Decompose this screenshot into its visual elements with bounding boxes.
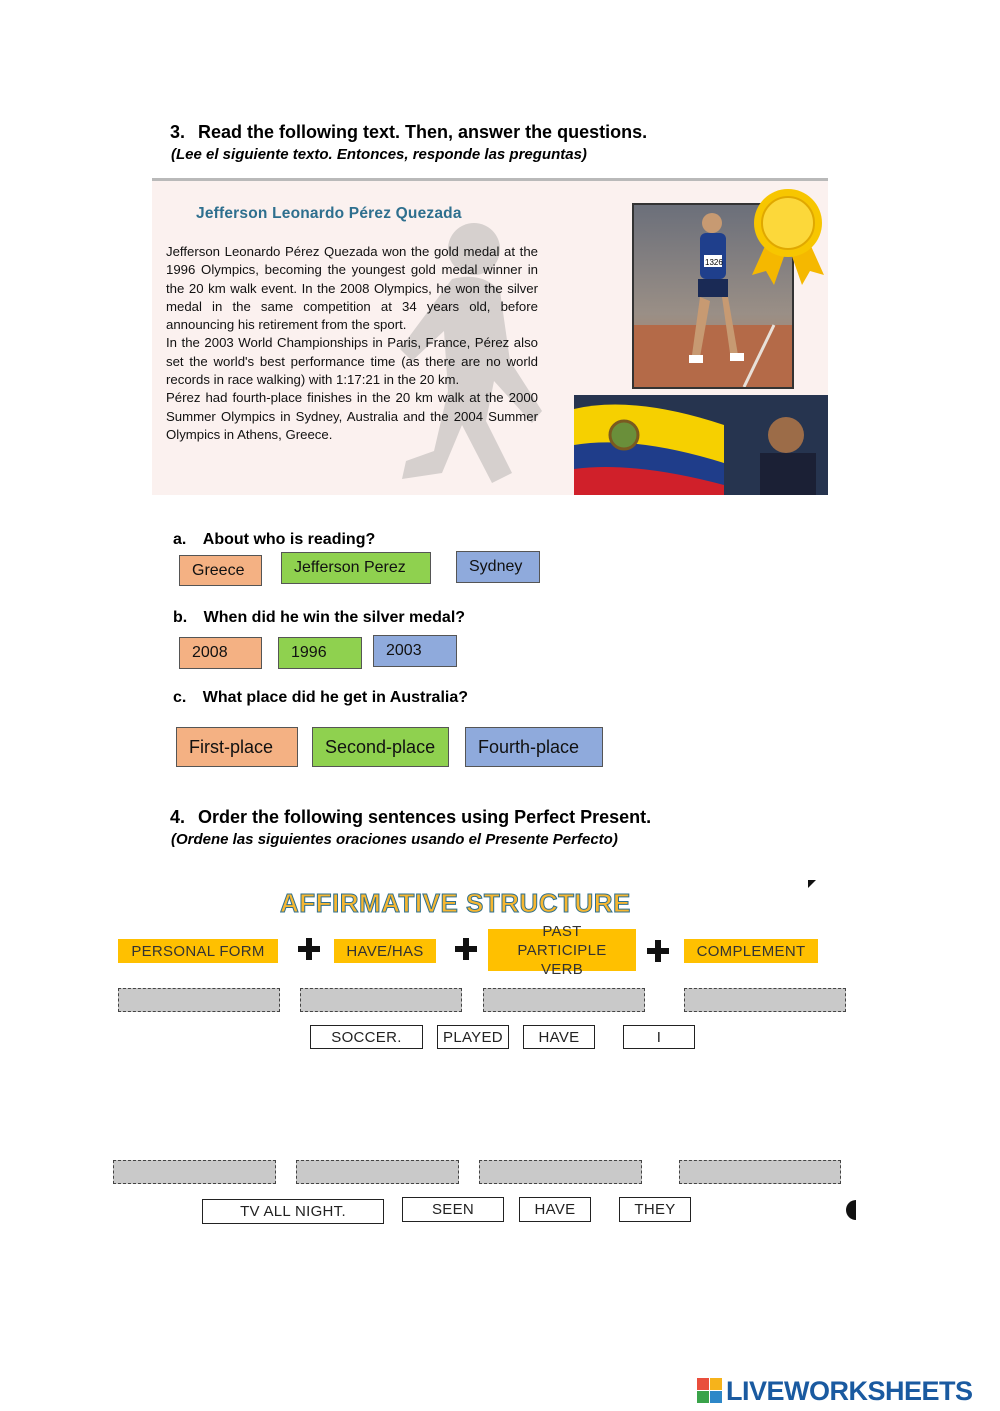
sentence-1-drop-zone-3[interactable] bbox=[483, 988, 645, 1012]
section-3-title: Read the following text. Then, answer the questions. bbox=[198, 122, 648, 142]
gold-medal-icon bbox=[748, 185, 828, 285]
reading-panel bbox=[152, 178, 828, 495]
answer-c-option-3[interactable]: Fourth-place bbox=[465, 727, 603, 767]
question-c-text: What place did he get in Australia? bbox=[202, 689, 469, 706]
answer-b-option-2[interactable]: 1996 bbox=[278, 637, 362, 669]
sentence-1-word-played[interactable]: PLAYED bbox=[437, 1025, 509, 1049]
structure-title: AFFIRMATIVE STRUCTURE bbox=[280, 888, 631, 918]
sentence-1-word-i[interactable]: I bbox=[623, 1025, 695, 1049]
reading-paragraph-2: In the 2003 World Championships in Paris, France, Pérez also set the world's best performance time (as there are no world records in race walking) with 1:17:21 in the 20 km. bbox=[166, 335, 538, 388]
liveworksheets-logo bbox=[697, 1376, 973, 1406]
structure-part-past-participle: PAST PARTICIPLE VERB bbox=[488, 929, 636, 971]
question-c-letter: c. bbox=[173, 689, 187, 706]
plus-icon bbox=[647, 940, 669, 962]
section-4-number: 4. bbox=[170, 807, 186, 827]
structure-part-personal-form: PERSONAL FORM bbox=[118, 939, 278, 963]
bib-number: 1326 bbox=[705, 258, 723, 267]
sentence-2-word-they[interactable]: THEY bbox=[619, 1197, 691, 1222]
answer-a-option-3[interactable]: Sydney bbox=[456, 551, 540, 583]
sentence-2-drop-zone-4[interactable] bbox=[679, 1160, 841, 1184]
sentence-2-word-have[interactable]: HAVE bbox=[519, 1197, 591, 1222]
reading-title: Jefferson Leonardo Pérez Quezada bbox=[196, 205, 462, 222]
question-b-text: When did he win the silver medal? bbox=[203, 609, 466, 626]
liveworksheets-logo-text: LIVEWORKSHEETS bbox=[726, 1375, 973, 1406]
reading-paragraph-3: Pérez had fourth-place finishes in the 20 km walk at the 2000 Summer Olympics in Sydney, Australia and the 2004 Summer Olympics in Athens, Greece. bbox=[166, 390, 538, 442]
sentence-2-drop-zone-3[interactable] bbox=[479, 1160, 642, 1184]
question-c bbox=[173, 689, 468, 707]
section-3-number: 3. bbox=[170, 122, 186, 142]
sentence-2-drop-zone-1[interactable] bbox=[113, 1160, 276, 1184]
liveworksheets-logo-icon bbox=[697, 1378, 723, 1404]
section-4-heading bbox=[170, 807, 651, 828]
structure-part-complement: COMPLEMENT bbox=[684, 939, 818, 963]
question-b bbox=[173, 609, 465, 627]
question-a-letter: a. bbox=[173, 531, 187, 548]
sentence-2-drop-zone-2[interactable] bbox=[296, 1160, 459, 1184]
corner-mark-icon bbox=[808, 880, 818, 890]
sentence-1-word-soccer[interactable]: SOCCER. bbox=[310, 1025, 423, 1049]
flag-podium-photo bbox=[574, 395, 828, 495]
section-4-title: Order the following sentences using Perfect Present. bbox=[198, 807, 652, 827]
section-4-subtitle: (Ordene las siguientes oraciones usando el Presente Perfecto) bbox=[171, 831, 618, 848]
answer-b-option-1[interactable]: 2008 bbox=[179, 637, 262, 669]
sentence-1-drop-zone-1[interactable] bbox=[118, 988, 280, 1012]
sentence-1-drop-zone-2[interactable] bbox=[300, 988, 462, 1012]
answer-b-option-3[interactable]: 2003 bbox=[373, 635, 457, 667]
question-a-text: About who is reading? bbox=[202, 531, 376, 548]
sentence-2-word-seen[interactable]: SEEN bbox=[402, 1197, 504, 1222]
answer-c-option-2[interactable]: Second-place bbox=[312, 727, 449, 767]
reading-text bbox=[166, 243, 538, 444]
sentence-1-drop-zone-4[interactable] bbox=[684, 988, 846, 1012]
plus-icon bbox=[298, 938, 320, 960]
answer-c-option-1[interactable]: First-place bbox=[176, 727, 298, 767]
section-3-heading bbox=[170, 122, 647, 143]
reading-paragraph-1: Jefferson Leonardo Pérez Quezada won the gold medal at the 1996 Olympics, becoming the youngest gold medal winner in the 20 km walk event. In the 2008 Olympics, he won the silver medal in the same competition at 34 years old, before announcing his retirement from the sport. bbox=[166, 244, 538, 333]
answer-a-option-1[interactable]: Greece bbox=[179, 555, 262, 586]
sentence-1-word-have[interactable]: HAVE bbox=[523, 1025, 595, 1049]
edge-mark-icon bbox=[846, 1200, 856, 1220]
plus-icon bbox=[455, 938, 477, 960]
question-a bbox=[173, 531, 375, 549]
structure-part-have-has: HAVE/HAS bbox=[334, 939, 436, 963]
answer-a-option-2[interactable]: Jefferson Perez bbox=[281, 552, 431, 584]
question-b-letter: b. bbox=[173, 609, 188, 626]
section-3-subtitle: (Lee el siguiente texto. Entonces, responde las preguntas) bbox=[171, 146, 587, 163]
sentence-2-word-tv-all-night[interactable]: TV ALL NIGHT. bbox=[202, 1199, 384, 1224]
